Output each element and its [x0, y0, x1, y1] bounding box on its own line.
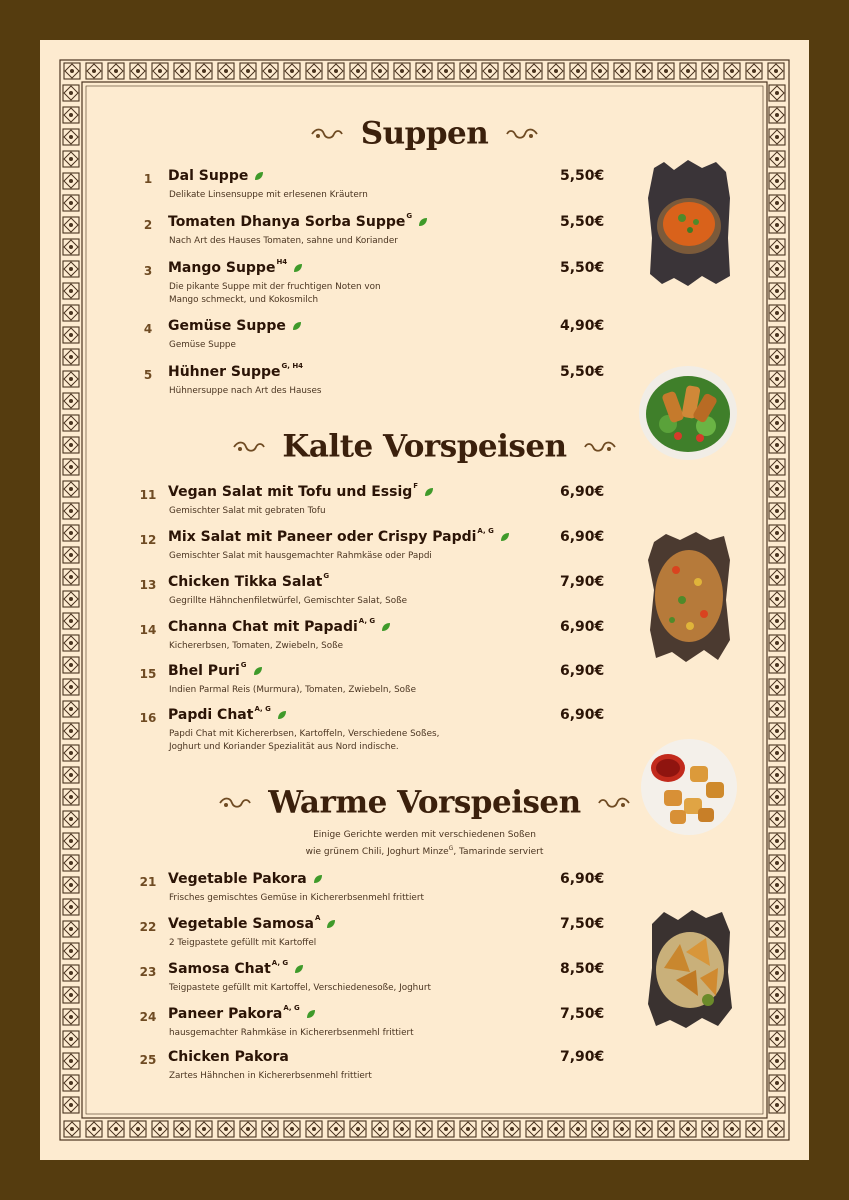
border-tile [174, 1121, 190, 1137]
item-number: 1 [143, 172, 153, 186]
border-tile [63, 569, 79, 585]
border-tile [769, 767, 785, 783]
border-tile [769, 283, 785, 299]
border-tile [769, 1053, 785, 1069]
item-description: Nach Art des Hauses Tomaten, sahne und Koriander [169, 236, 398, 246]
border-tile [63, 767, 79, 783]
border-tile [769, 569, 785, 585]
border-tile [196, 63, 212, 79]
border-tile [769, 701, 785, 717]
menu-page [40, 40, 809, 1160]
allergen-code: A, G [271, 959, 289, 967]
border-tile [63, 745, 79, 761]
border-tile [240, 1121, 256, 1137]
item-number: 2 [143, 218, 153, 232]
border-tile [306, 1121, 322, 1137]
item-description: Hühnersuppe nach Art des Hauses [169, 386, 322, 396]
border-tile [63, 657, 79, 673]
item-price: 4,90€ [560, 318, 605, 334]
border-tile [328, 1121, 344, 1137]
leaf-icon [381, 622, 391, 632]
item-number: 23 [139, 965, 157, 979]
border-tile [769, 503, 785, 519]
item-description: Gegrillte Hähnchenfiletwürfel, Gemischter Salat, Soße [169, 596, 408, 606]
border-tile [152, 1121, 168, 1137]
item-description: Indien Parmal Reis (Murmura), Tomaten, Zwiebeln, Soße [169, 685, 416, 695]
border-tile [769, 877, 785, 893]
item-description: Gemischter Salat mit hausgemachter Rahmkäse oder Papdi [169, 551, 432, 561]
ornament-swirl-icon [597, 795, 631, 811]
allergen-code: H4 [276, 258, 288, 266]
border-tile [769, 745, 785, 761]
border-tile [769, 635, 785, 651]
border-tile [438, 1121, 454, 1137]
allergen-code: G [240, 661, 247, 669]
item-number: 12 [139, 533, 157, 547]
item-description: Papdi Chat mit Kichererbsen, Kartoffeln, Verschiedene Soßes, Joghurt und Koriander Spezialität aus Nord indische. [169, 729, 440, 752]
item-number: 21 [139, 875, 157, 889]
border-tile [746, 1121, 762, 1137]
border-tile [769, 1075, 785, 1091]
border-tile [769, 1097, 785, 1113]
border-tile [218, 1121, 234, 1137]
border-tile [63, 371, 79, 387]
leaf-icon [294, 964, 304, 974]
border-tile [658, 63, 674, 79]
border-tile [724, 1121, 740, 1137]
border-tile [460, 1121, 476, 1137]
border-tile [769, 217, 785, 233]
item-description: Gemüse Suppe [169, 340, 236, 350]
border-tile [592, 63, 608, 79]
item-description: Zartes Hähnchen in Kichererbsenmehl frittiert [169, 1071, 372, 1081]
item-price: 5,50€ [560, 214, 605, 230]
border-tile [86, 63, 102, 79]
allergen-code: F [413, 482, 419, 490]
border-tile [63, 393, 79, 409]
border-tile [526, 63, 542, 79]
border-tile [262, 63, 278, 79]
border-tile [108, 1121, 124, 1137]
border-tile [769, 965, 785, 981]
item-description: Frisches gemischtes Gemüse in Kichererbsenmehl frittiert [169, 893, 424, 903]
border-tile [614, 63, 630, 79]
item-price: 6,90€ [560, 619, 605, 635]
border-tile [108, 63, 124, 79]
border-tile [769, 393, 785, 409]
item-description: Delikate Linsensuppe mit erlesenen Kräutern [169, 190, 368, 200]
border-tile [63, 1053, 79, 1069]
border-tile [63, 877, 79, 893]
border-tile [769, 1031, 785, 1047]
item-price: 6,90€ [560, 871, 605, 887]
leaf-icon [254, 171, 264, 181]
item-name: Papdi Chat$^{A, G}$ [168, 707, 287, 723]
border-tile [63, 151, 79, 167]
border-tile [63, 261, 79, 277]
border-tile [702, 1121, 718, 1137]
item-name: Hühner Suppe$^{G, H4}$ [168, 362, 304, 380]
border-tile [63, 679, 79, 695]
border-tile [218, 63, 234, 79]
item-number: 15 [139, 667, 157, 681]
border-tile [570, 63, 586, 79]
border-tile [504, 63, 520, 79]
item-name: Mango Suppe$^{H4}$ [168, 260, 303, 276]
item-name: Tomaten Dhanya Sorba Suppe$^G$ [168, 214, 428, 230]
border-tile [769, 371, 785, 387]
border-tile [63, 283, 79, 299]
border-tile [63, 525, 79, 541]
border-tile [769, 85, 785, 101]
item-number: 4 [143, 322, 153, 336]
item-description: Die pikante Suppe mit der fruchtigen Noten von Mango schmeckt, und Kokosmilch [169, 282, 381, 305]
section-heading-suppen [40, 114, 809, 152]
border-tile [63, 327, 79, 343]
item-name: Channa Chat mit Papadi$^{A, G}$ [168, 619, 391, 635]
item-name: Chicken Tikka Salat$^G$ [168, 572, 330, 590]
item-name: Paneer Pakora$^{A, G}$ [168, 1006, 316, 1022]
leaf-icon [500, 532, 510, 542]
item-price: 7,90€ [560, 574, 605, 590]
border-tile [482, 1121, 498, 1137]
border-tile [548, 1121, 564, 1137]
border-tile [63, 613, 79, 629]
item-name: Vegan Salat mit Tofu und Essig$^F$ [168, 484, 434, 500]
border-tile [284, 63, 300, 79]
border-tile [769, 151, 785, 167]
border-tile [63, 987, 79, 1003]
ornament-swirl-icon [218, 795, 252, 811]
allergen-code: G, H4 [281, 362, 304, 370]
border-tile [769, 525, 785, 541]
border-tile [769, 613, 785, 629]
border-tile [63, 305, 79, 321]
chicken-salad-photo [638, 364, 738, 462]
item-description: Kichererbsen, Tomaten, Zwiebeln, Soße [169, 641, 344, 651]
border-tile [372, 1121, 388, 1137]
ornament-swirl-icon [505, 126, 539, 142]
item-description: Gemischter Salat mit gebraten Tofu [169, 506, 326, 516]
allergen-code: G [323, 572, 330, 580]
border-tile [416, 63, 432, 79]
border-tile [769, 657, 785, 673]
border-tile [63, 503, 79, 519]
border-tile [769, 195, 785, 211]
allergen-code: G [406, 212, 413, 220]
border-tile [769, 987, 785, 1003]
section-title: Suppen [360, 115, 489, 152]
border-tile [769, 591, 785, 607]
border-tile [63, 1009, 79, 1025]
border-tile [328, 63, 344, 79]
border-tile [63, 195, 79, 211]
border-tile [394, 1121, 410, 1137]
border-tile [152, 63, 168, 79]
item-price: 6,90€ [560, 484, 605, 500]
border-tile [570, 1121, 586, 1137]
border-tile [416, 1121, 432, 1137]
border-tile [702, 63, 718, 79]
border-tile [306, 63, 322, 79]
item-number: 14 [139, 623, 157, 637]
border-tile [636, 1121, 652, 1137]
leaf-icon [277, 710, 287, 720]
border-tile [460, 63, 476, 79]
border-tile [63, 723, 79, 739]
border-tile [63, 591, 79, 607]
border-tile [63, 349, 79, 365]
leaf-icon [253, 666, 263, 676]
border-tile [769, 547, 785, 563]
border-tile [724, 63, 740, 79]
border-tile [372, 63, 388, 79]
border-tile [63, 1097, 79, 1113]
item-name: Bhel Puri$^G$ [168, 663, 263, 679]
leaf-icon [424, 487, 434, 497]
section-note: Einige Gerichte werden mit verschiedenen Soßen wie grünem Chili, Joghurt Minze$^G$, Tamarinde serviert [305, 830, 544, 857]
allergen-code: A, G [254, 705, 271, 713]
item-name: Dal Suppe [168, 168, 264, 184]
border-tile [196, 1121, 212, 1137]
leaf-icon [313, 874, 323, 884]
border-tile [262, 1121, 278, 1137]
allergen-code: A, G [358, 617, 376, 625]
samosa-photo [646, 908, 734, 1030]
border-tile [63, 481, 79, 497]
border-tile [174, 63, 190, 79]
ornament-swirl-icon [310, 126, 344, 142]
border-tile [63, 1075, 79, 1091]
border-tile [63, 1031, 79, 1047]
border-tile [769, 899, 785, 915]
leaf-icon [326, 919, 336, 929]
chat-salad-photo [646, 530, 732, 664]
border-tile [769, 239, 785, 255]
border-tile [130, 1121, 146, 1137]
item-price: 5,50€ [560, 260, 605, 276]
item-price: 5,50€ [560, 168, 605, 184]
border-tile [86, 1121, 102, 1137]
border-tile [504, 1121, 520, 1137]
border-tile [768, 63, 784, 79]
border-tile [63, 547, 79, 563]
item-price: 7,90€ [560, 1049, 605, 1065]
border-tile [63, 173, 79, 189]
section-title: Warme Vorspeisen [268, 784, 581, 821]
item-price: 8,50€ [560, 961, 605, 977]
leaf-icon [306, 1009, 316, 1019]
item-name: Mix Salat mit Paneer oder Crispy Papdi$^{A, G}$ [168, 529, 510, 545]
border-tile [64, 63, 80, 79]
border-tile [768, 1121, 784, 1137]
item-description: 2 Teigpastete gefüllt mit Kartoffel [169, 938, 317, 948]
border-tile [769, 723, 785, 739]
allergen-code: A, G [283, 1004, 300, 1012]
border-tile [658, 1121, 674, 1137]
allergen-code: A [314, 914, 321, 922]
item-number: 5 [143, 368, 153, 382]
border-tile [63, 701, 79, 717]
border-tile [394, 63, 410, 79]
item-number: 24 [139, 1010, 157, 1024]
border-tile [63, 921, 79, 937]
item-number: 3 [143, 264, 153, 278]
item-name: Vegetable Samosa$^A$ [168, 916, 336, 932]
border-tile [769, 943, 785, 959]
item-description: Teigpastete gefüllt mit Kartoffel, Verschiedenesoße, Joghurt [169, 983, 431, 993]
border-tile [680, 63, 696, 79]
allergen-code: A, G [477, 527, 494, 535]
border-tile [769, 261, 785, 277]
item-price: 5,50€ [560, 364, 605, 380]
border-tile [614, 1121, 630, 1137]
border-tile [769, 481, 785, 497]
leaf-icon [418, 217, 428, 227]
item-description: hausgemachter Rahmkäse in Kichererbsenmehl frittiert [169, 1028, 414, 1038]
border-tile [63, 85, 79, 101]
border-tile [592, 1121, 608, 1137]
border-tile [769, 327, 785, 343]
border-tile [64, 1121, 80, 1137]
border-tile [350, 63, 366, 79]
border-tile [680, 1121, 696, 1137]
item-name: Gemüse Suppe [168, 318, 302, 334]
section-title: Kalte Vorspeisen [282, 428, 567, 465]
item-price: 6,90€ [560, 663, 605, 679]
border-tile [769, 349, 785, 365]
border-tile [769, 1009, 785, 1025]
pakora-photo [640, 738, 738, 836]
item-price: 6,90€ [560, 529, 605, 545]
item-price: 7,50€ [560, 916, 605, 932]
item-price: 6,90€ [560, 707, 605, 723]
ornament-swirl-icon [583, 439, 617, 455]
border-tile [240, 63, 256, 79]
border-tile [746, 63, 762, 79]
border-tile [63, 635, 79, 651]
item-name: Chicken Pakora [168, 1049, 289, 1065]
leaf-icon [293, 263, 303, 273]
item-number: 16 [139, 711, 157, 725]
item-number: 25 [139, 1053, 157, 1067]
border-tile [63, 899, 79, 915]
border-tile [769, 305, 785, 321]
border-tile [63, 217, 79, 233]
border-tile [63, 239, 79, 255]
item-name: Samosa Chat$^{A, G}$ [168, 961, 304, 977]
border-tile [63, 943, 79, 959]
border-tile [482, 63, 498, 79]
item-number: 13 [139, 578, 157, 592]
item-number: 11 [139, 488, 157, 502]
border-tile [526, 1121, 542, 1137]
soup-photo [644, 158, 734, 288]
border-tile [769, 679, 785, 695]
ornament-swirl-icon [232, 439, 266, 455]
border-tile [350, 1121, 366, 1137]
border-tile [63, 965, 79, 981]
border-tile [769, 921, 785, 937]
leaf-icon [292, 321, 302, 331]
item-name: Vegetable Pakora [168, 871, 323, 887]
border-tile [130, 63, 146, 79]
border-tile [438, 63, 454, 79]
item-number: 22 [139, 920, 157, 934]
item-price: 7,50€ [560, 1006, 605, 1022]
border-tile [284, 1121, 300, 1137]
border-tile [769, 173, 785, 189]
border-tile [636, 63, 652, 79]
border-tile [548, 63, 564, 79]
